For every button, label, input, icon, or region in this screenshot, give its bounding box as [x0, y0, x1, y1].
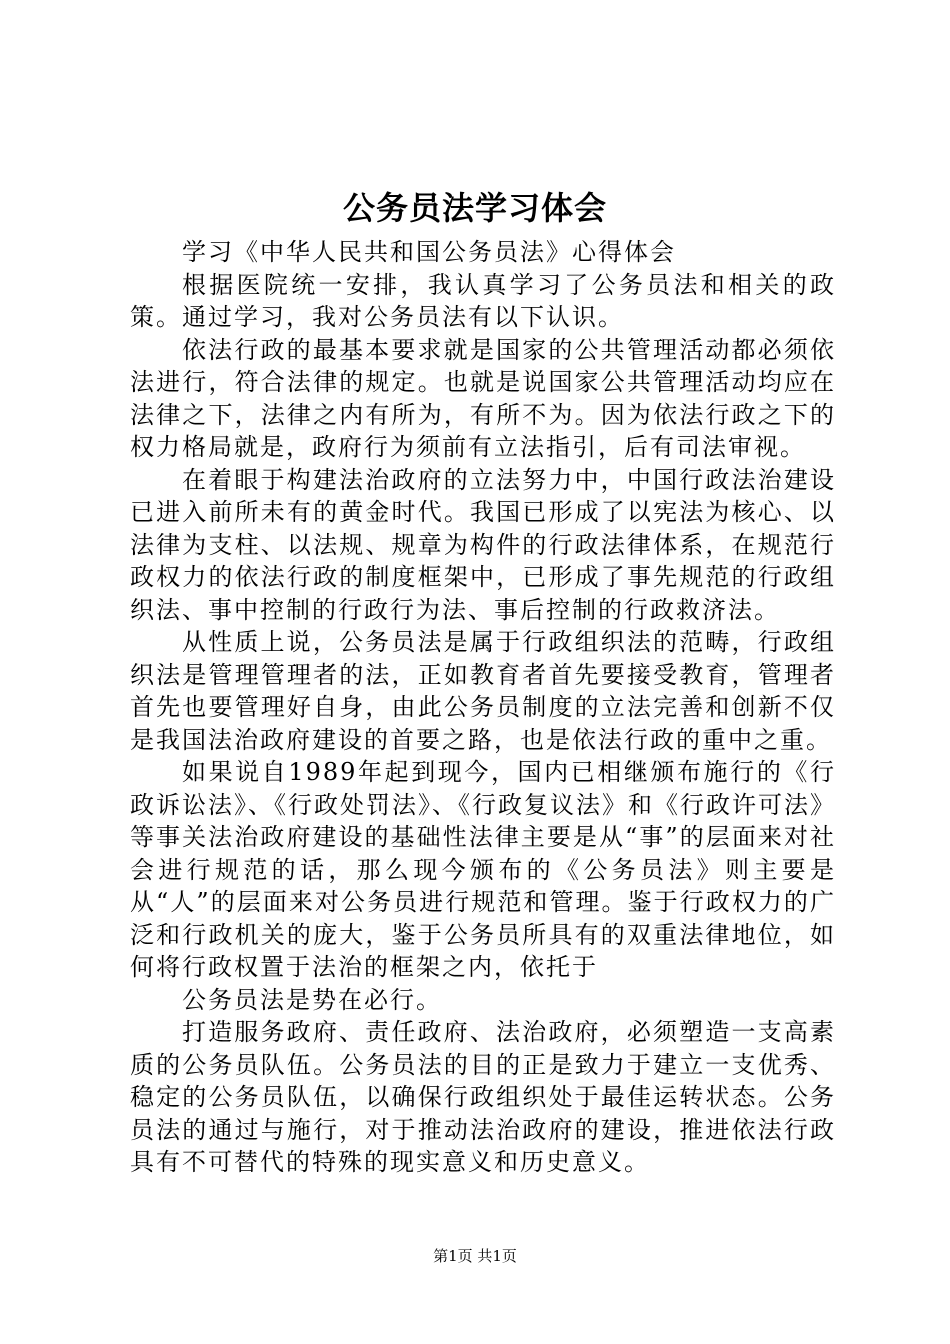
paragraph: 依法行政的最基本要求就是国家的公共管理活动都必须依法进行，符合法律的规定。也就是说国家公共管理活动均应在法律之下，法律之内有所为，有所不为。因为依法行政之下的权力格局就是，政府行为须前有立法指引，后有司法审视。	[130, 335, 836, 461]
document-title: 公务员法学习体会	[342, 189, 607, 227]
paragraph: 如果说自1989年起到现今，国内已相继颁布施行的《行政诉讼法》、《行政处罚法》、《行政复议法》和《行政许可法》等事关法治政府建设的基础性法律主要是从“事”的层面来对社会进行规范的话，那么现今颁布的《公务员法》则主要是从“人”的层面来对公务员进行规范和管理。鉴于行政权力的广泛和行政机关的庞大，鉴于公务员所具有的双重法律地位，如何将行政权置于法治的框架之内，依托于	[130, 758, 836, 981]
paragraph: 公务员法是势在必行。	[182, 985, 442, 1014]
paragraph: 根据医院统一安排，我认真学习了公务员法和相关的政策。通过学习，我对公务员法有以下认识。	[130, 270, 836, 331]
paragraph: 打造服务政府、责任政府、法治政府，必须塑造一支高素质的公务员队伍。公务员法的目的正是致力于建立一支优秀、稳定的公务员队伍，以确保行政组织处于最佳运转状态。公务员法的通过与施行，对于推动法治政府的建设，推进依法行政具有不可替代的特殊的现实意义和历史意义。	[130, 1018, 836, 1176]
page-footer: 第1页 共1页	[433, 1247, 517, 1265]
paragraph-subtitle: 学习《中华人民共和国公务员法》心得体会	[182, 238, 676, 266]
paragraph: 从性质上说，公务员法是属于行政组织法的范畴，行政组织法是管理管理者的法，正如教育者首先要接受教育，管理者首先也要管理好自身，由此公务员制度的立法完善和创新不仅是我国法治政府建设的首要之路，也是依法行政的重中之重。	[130, 628, 836, 754]
document-body	[130, 236, 836, 1179]
paragraph: 在着眼于构建法治政府的立法努力中，中国行政法治建设已进入前所未有的黄金时代。我国已形成了以宪法为核心、以法律为支柱、以法规、规章为构件的行政法律体系，在规范行政权力的依法行政的制度框架中，已形成了事先规范的行政组织法、事中控制的行政行为法、事后控制的行政救济法。	[130, 465, 836, 624]
